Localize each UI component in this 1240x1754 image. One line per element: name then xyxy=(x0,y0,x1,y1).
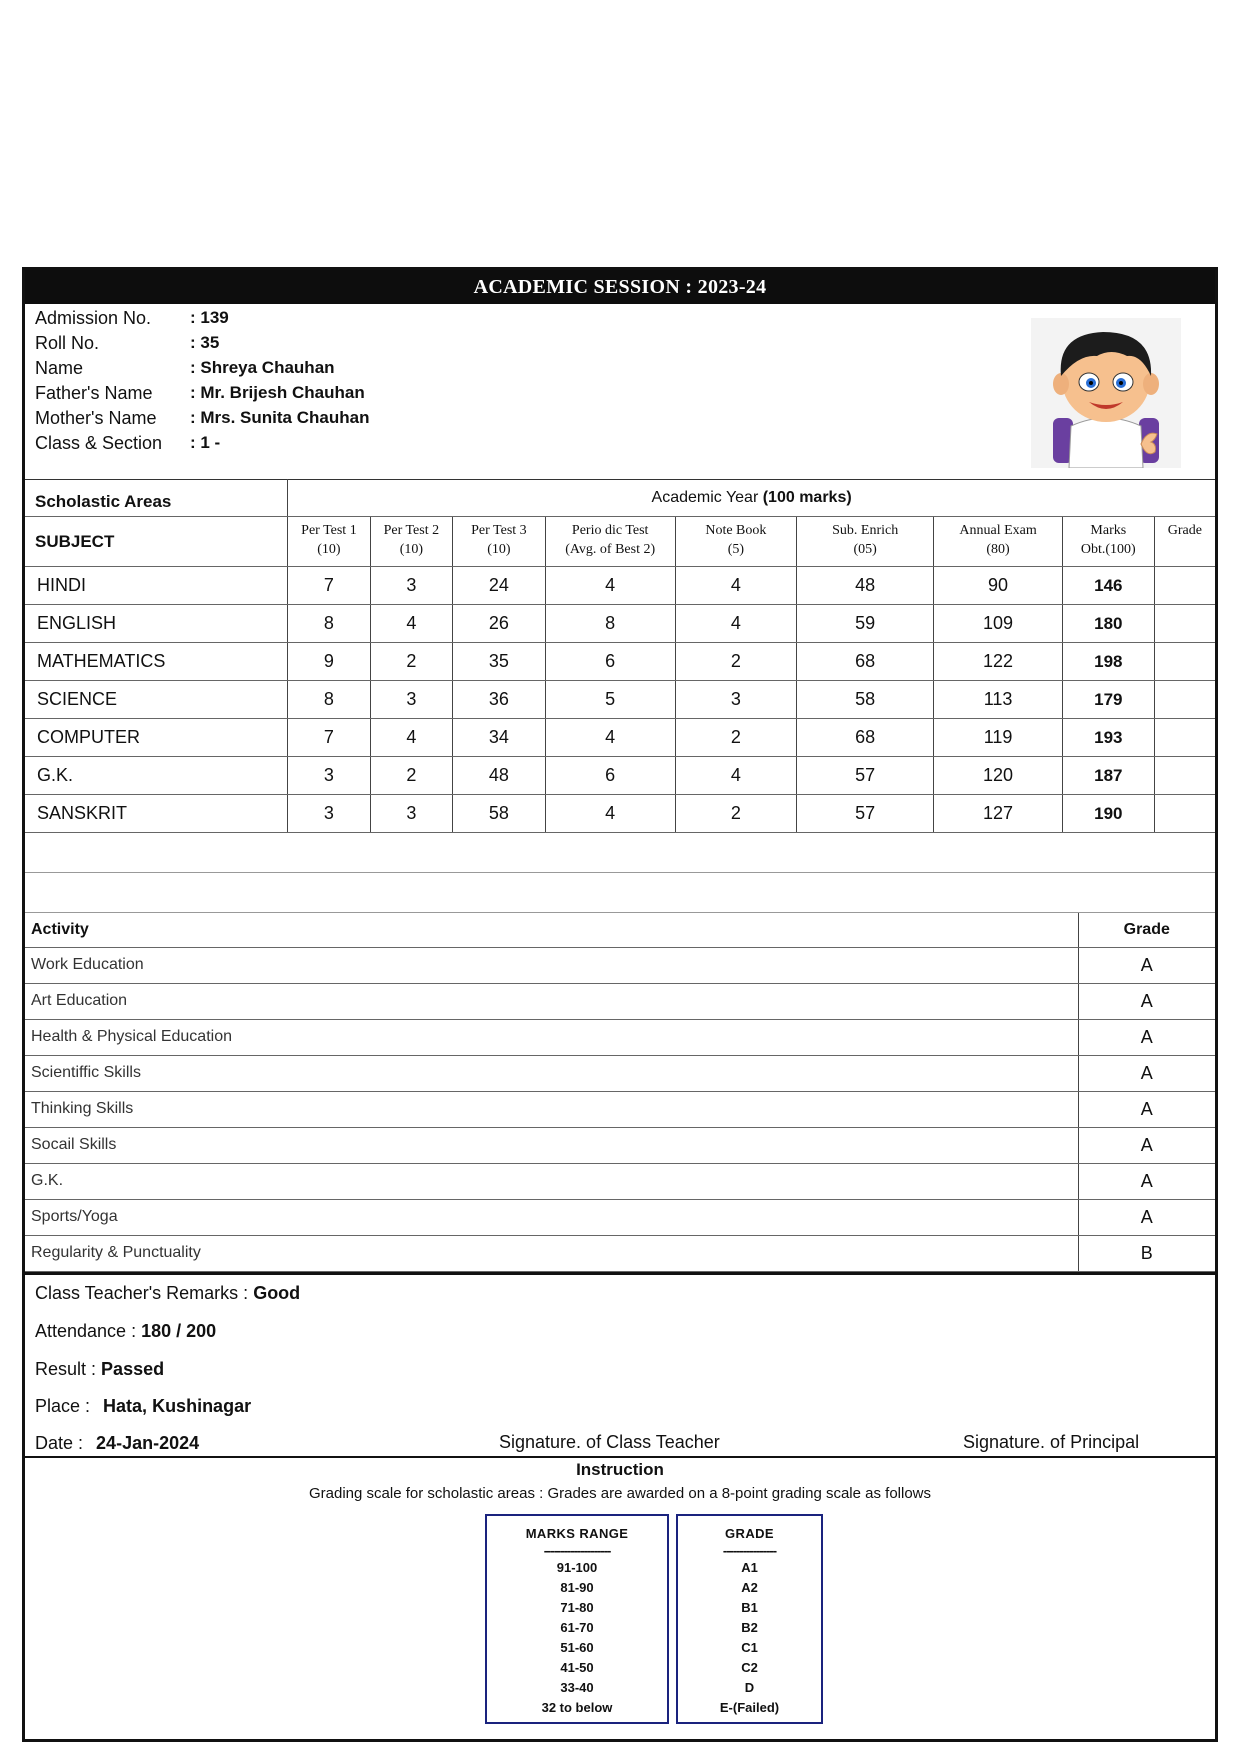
cell-total: 198 xyxy=(1062,643,1154,681)
subject-header: SUBJECT xyxy=(25,517,288,567)
student-info xyxy=(25,304,1215,479)
signature-principal: Signature. of Principal xyxy=(963,1431,1140,1452)
col-grade: Grade xyxy=(1154,517,1215,567)
activity-grade: A xyxy=(1078,947,1215,983)
activity-row xyxy=(25,1163,1215,1199)
cell-enrich: 58 xyxy=(797,681,934,719)
cell-periodic: 5 xyxy=(545,681,675,719)
result-label: Result : xyxy=(35,1358,97,1379)
subject-name: COMPUTER xyxy=(25,719,288,757)
marks-range-item: 61-70 xyxy=(560,1619,594,1635)
father-value: : Mr. Brijesh Chauhan xyxy=(190,383,365,402)
empty-cell xyxy=(25,873,1215,913)
cell-annual: 113 xyxy=(934,681,1063,719)
grade-scale-list xyxy=(678,1558,821,1718)
marks-range-header: MARKS RANGE xyxy=(525,1525,629,1541)
activity-grade: A xyxy=(1078,1163,1215,1199)
cell-grade xyxy=(1154,681,1215,719)
cell-total: 146 xyxy=(1062,567,1154,605)
cell-grade xyxy=(1154,643,1215,681)
cell-notebook: 4 xyxy=(675,757,797,795)
student-photo xyxy=(1031,318,1181,468)
cell-grade xyxy=(1154,605,1215,643)
marks-range-item: 91-100 xyxy=(556,1559,598,1575)
cell-enrich: 57 xyxy=(797,795,934,833)
session-title: ACADEMIC SESSION : 2023-24 xyxy=(25,270,1215,304)
grade-item: D xyxy=(744,1679,755,1695)
col-pt3: Per Test 3 (10) xyxy=(453,517,546,567)
academic-year-label: Academic Year xyxy=(651,489,759,506)
table-row xyxy=(25,643,1215,681)
class-value: : 1 - xyxy=(190,433,221,452)
col-annual: Annual Exam (80) xyxy=(934,517,1063,567)
activity-row xyxy=(25,1019,1215,1055)
marks-range-list xyxy=(487,1558,667,1718)
cell-pt1: 3 xyxy=(288,757,370,795)
table-row xyxy=(25,757,1215,795)
scholastic-table xyxy=(25,479,1215,913)
table-row xyxy=(25,795,1215,833)
cell-total: 187 xyxy=(1062,757,1154,795)
instruction-section xyxy=(25,1456,1215,1726)
mother-value: : Mrs. Sunita Chauhan xyxy=(190,408,370,427)
date-label: Date : xyxy=(35,1432,84,1453)
cell-pt2: 3 xyxy=(370,681,452,719)
table-row xyxy=(25,567,1215,605)
activity-grade: A xyxy=(1078,1199,1215,1235)
activity-row xyxy=(25,1091,1215,1127)
activity-name: Work Education xyxy=(25,947,1078,983)
marks-range-item: 81-90 xyxy=(560,1579,594,1595)
roll-label: Roll No. xyxy=(35,333,100,353)
cell-pt2: 3 xyxy=(370,567,452,605)
marks-range-item: 41-50 xyxy=(560,1659,594,1675)
cell-periodic: 8 xyxy=(545,605,675,643)
cell-pt3: 34 xyxy=(453,719,546,757)
cell-grade xyxy=(1154,567,1215,605)
cell-annual: 109 xyxy=(934,605,1063,643)
empty-row xyxy=(25,873,1215,913)
academic-year-header xyxy=(288,480,1215,517)
date xyxy=(35,1433,199,1454)
cell-enrich: 48 xyxy=(797,567,934,605)
table-row xyxy=(25,605,1215,643)
activity-row xyxy=(25,1127,1215,1163)
cell-notebook: 4 xyxy=(675,567,797,605)
cell-periodic: 4 xyxy=(545,795,675,833)
admission-value: : 139 xyxy=(190,308,229,327)
cell-notebook: 2 xyxy=(675,795,797,833)
cell-annual: 122 xyxy=(934,643,1063,681)
grade-item: B2 xyxy=(741,1619,758,1635)
cell-periodic: 6 xyxy=(545,643,675,681)
cell-pt3: 36 xyxy=(453,681,546,719)
subject-name: SANSKRIT xyxy=(25,795,288,833)
grade-box xyxy=(676,1514,823,1724)
teacher-remarks-value: Good xyxy=(253,1282,301,1303)
col-periodic: Perio dic Test (Avg. of Best 2) xyxy=(545,517,675,567)
instruction-title: Instruction xyxy=(576,1459,664,1479)
table-row xyxy=(25,719,1215,757)
cell-pt3: 35 xyxy=(453,643,546,681)
grade-item: C2 xyxy=(741,1659,758,1675)
cell-enrich: 68 xyxy=(797,719,934,757)
activity-grade-header: Grade xyxy=(1078,913,1215,947)
cell-pt3: 48 xyxy=(453,757,546,795)
grade-item: A1 xyxy=(741,1559,758,1575)
activity-header: Activity xyxy=(25,913,1078,947)
mother-label: Mother's Name xyxy=(35,408,157,428)
place-label: Place : xyxy=(35,1395,91,1416)
cell-annual: 127 xyxy=(934,795,1063,833)
class-label: Class & Section xyxy=(35,433,163,453)
cell-grade xyxy=(1154,795,1215,833)
attendance-value: 180 / 200 xyxy=(141,1320,217,1341)
grade-item: C1 xyxy=(741,1639,758,1655)
result xyxy=(35,1359,164,1380)
date-value: 24-Jan-2024 xyxy=(96,1432,200,1453)
cell-pt1: 3 xyxy=(288,795,370,833)
report-card xyxy=(22,267,1218,1742)
cell-pt3: 58 xyxy=(453,795,546,833)
col-notebook: Note Book (5) xyxy=(675,517,797,567)
result-value: Passed xyxy=(101,1358,165,1379)
activity-name: Regularity & Punctuality xyxy=(25,1235,1078,1271)
cell-notebook: 3 xyxy=(675,681,797,719)
cell-pt2: 3 xyxy=(370,795,452,833)
grade-item: B1 xyxy=(741,1599,758,1615)
subject-name: HINDI xyxy=(25,567,288,605)
subject-name: MATHEMATICS xyxy=(25,643,288,681)
activity-row xyxy=(25,1235,1215,1271)
activity-name: Thinking Skills xyxy=(25,1091,1078,1127)
subject-name: G.K. xyxy=(25,757,288,795)
marks-range-item: 32 to below xyxy=(541,1699,613,1715)
marks-range-box xyxy=(485,1514,669,1724)
activity-row xyxy=(25,1199,1215,1235)
cell-pt2: 4 xyxy=(370,605,452,643)
col-pt2: Per Test 2 (10) xyxy=(370,517,452,567)
name-label: Name xyxy=(35,358,84,378)
cartoon-boy-icon xyxy=(1031,318,1181,468)
activity-name: Scientiffic Skills xyxy=(25,1055,1078,1091)
scholastic-areas-label: Scholastic Areas xyxy=(25,480,288,517)
activity-grade: A xyxy=(1078,1091,1215,1127)
cell-pt1: 9 xyxy=(288,643,370,681)
roll-value: : 35 xyxy=(190,333,220,352)
empty-row xyxy=(25,833,1215,873)
activity-table xyxy=(25,913,1215,1272)
cell-pt2: 2 xyxy=(370,757,452,795)
activity-name: Socail Skills xyxy=(25,1127,1078,1163)
cell-pt1: 7 xyxy=(288,719,370,757)
cell-total: 180 xyxy=(1062,605,1154,643)
cell-periodic: 4 xyxy=(545,567,675,605)
remarks-section xyxy=(25,1272,1215,1456)
cell-grade xyxy=(1154,719,1215,757)
cell-pt3: 26 xyxy=(453,605,546,643)
teacher-remarks-label: Class Teacher's Remarks : xyxy=(35,1282,249,1303)
name-value: : Shreya Chauhan xyxy=(190,358,335,377)
place-value: Hata, Kushinagar xyxy=(103,1395,252,1416)
cell-pt1: 7 xyxy=(288,567,370,605)
activity-grade: A xyxy=(1078,1127,1215,1163)
marks-range-item: 71-80 xyxy=(560,1599,594,1615)
activity-grade: A xyxy=(1078,983,1215,1019)
activity-name: G.K. xyxy=(25,1163,1078,1199)
admission-label: Admission No. xyxy=(35,308,152,328)
activity-name: Health & Physical Education xyxy=(25,1019,1078,1055)
cell-notebook: 2 xyxy=(675,643,797,681)
cell-enrich: 59 xyxy=(797,605,934,643)
cell-periodic: 6 xyxy=(545,757,675,795)
cell-annual: 120 xyxy=(934,757,1063,795)
grade-scale-divider: ---------------- xyxy=(722,1542,777,1558)
cell-annual: 90 xyxy=(934,567,1063,605)
father-label: Father's Name xyxy=(35,383,153,403)
marks-range-item: 51-60 xyxy=(560,1639,594,1655)
activity-name: Art Education xyxy=(25,983,1078,1019)
cell-enrich: 57 xyxy=(797,757,934,795)
activity-row xyxy=(25,1055,1215,1091)
cell-pt2: 4 xyxy=(370,719,452,757)
cell-pt2: 2 xyxy=(370,643,452,681)
attendance xyxy=(35,1321,216,1342)
activity-grade: A xyxy=(1078,1055,1215,1091)
cell-total: 193 xyxy=(1062,719,1154,757)
cell-notebook: 2 xyxy=(675,719,797,757)
activity-grade: A xyxy=(1078,1019,1215,1055)
cell-total: 190 xyxy=(1062,795,1154,833)
activity-name: Sports/Yoga xyxy=(25,1199,1078,1235)
empty-cell xyxy=(25,833,1215,873)
academic-year-marks: (100 marks) xyxy=(762,489,852,506)
marks-range-divider: -------------------- xyxy=(543,1542,611,1558)
grade-item: E-(Failed) xyxy=(719,1699,780,1715)
grade-item: A2 xyxy=(741,1579,758,1595)
instruction-subtitle: Grading scale for scholastic areas : Grades are awarded on a 8-point grading scale as follows xyxy=(309,1484,931,1502)
subject-name: SCIENCE xyxy=(25,681,288,719)
marks-range-item: 33-40 xyxy=(560,1679,594,1695)
cell-pt1: 8 xyxy=(288,605,370,643)
cell-enrich: 68 xyxy=(797,643,934,681)
cell-pt3: 24 xyxy=(453,567,546,605)
activity-grade: B xyxy=(1078,1235,1215,1271)
cell-pt1: 8 xyxy=(288,681,370,719)
grade-scale-header: GRADE xyxy=(725,1525,774,1541)
activity-row xyxy=(25,983,1215,1019)
place xyxy=(35,1396,251,1417)
activity-row xyxy=(25,947,1215,983)
col-total: Marks Obt.(100) xyxy=(1062,517,1154,567)
cell-total: 179 xyxy=(1062,681,1154,719)
signature-class-teacher: Signature. of Class Teacher xyxy=(499,1431,720,1452)
subject-name: ENGLISH xyxy=(25,605,288,643)
cell-periodic: 4 xyxy=(545,719,675,757)
attendance-label: Attendance : xyxy=(35,1320,137,1341)
teacher-remarks xyxy=(35,1283,300,1304)
cell-notebook: 4 xyxy=(675,605,797,643)
col-enrich: Sub. Enrich (05) xyxy=(797,517,934,567)
col-pt1: Per Test 1 (10) xyxy=(288,517,370,567)
cell-grade xyxy=(1154,757,1215,795)
activity-header-row xyxy=(25,913,1215,947)
table-row xyxy=(25,681,1215,719)
cell-annual: 119 xyxy=(934,719,1063,757)
